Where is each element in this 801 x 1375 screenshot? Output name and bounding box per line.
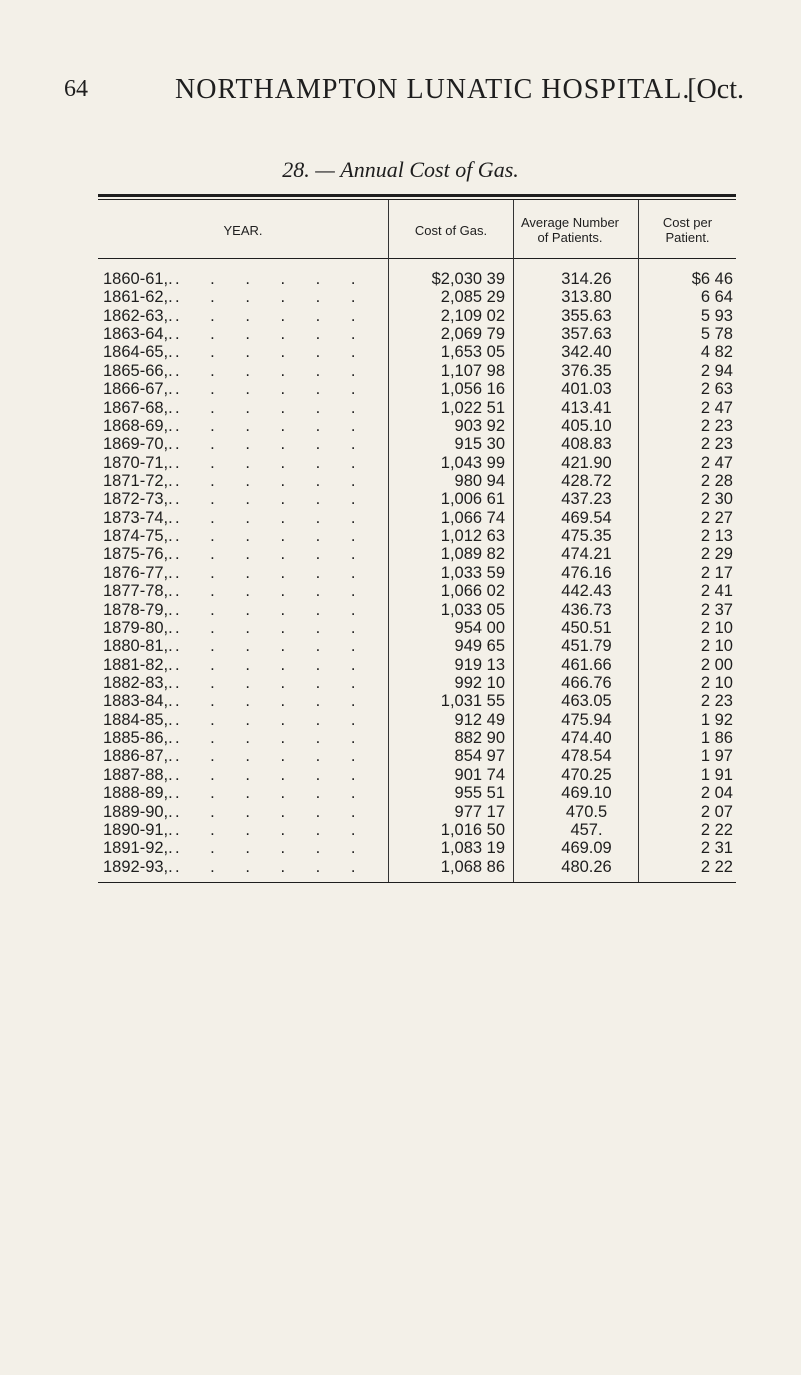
year-cell: 1882-83,. bbox=[103, 674, 173, 692]
average-cell: 478.54 bbox=[561, 747, 612, 766]
average-cell: 401.03 bbox=[561, 380, 612, 399]
average-cell: 475.94 bbox=[561, 710, 612, 729]
cost-per-patient-cell: 2 13 bbox=[700, 527, 733, 546]
year-cell: 1886-87,. bbox=[103, 747, 173, 766]
leader-dots: . . . . . . bbox=[175, 820, 369, 839]
year-cell: 1871-72,. bbox=[103, 472, 173, 490]
cost-cell: 1,031 55 bbox=[440, 692, 505, 711]
cost-cell: 1,043 99 bbox=[440, 453, 505, 472]
cost-per-patient-cell: 2 00 bbox=[700, 655, 733, 674]
average-cell: 466.76 bbox=[561, 674, 612, 692]
year-cell: 1878-79,. bbox=[103, 600, 173, 619]
average-cell: 405.10 bbox=[561, 416, 612, 435]
cost-per-patient-cell: 2 47 bbox=[700, 453, 733, 472]
cost-cell: 1,107 98 bbox=[440, 361, 505, 380]
average-cell: 450.51 bbox=[561, 618, 612, 637]
leader-dots: . . . . . . bbox=[175, 380, 369, 399]
leader-dots: . . . . . . bbox=[175, 270, 369, 288]
leader-dots: . . . . . . bbox=[175, 416, 369, 435]
cost-per-patient-cell: 2 37 bbox=[700, 600, 733, 619]
cost-cell: 2,109 02 bbox=[440, 306, 505, 325]
month-label: [Oct. bbox=[687, 74, 744, 105]
table-caption bbox=[0, 157, 801, 183]
average-cell: 376.35 bbox=[561, 361, 612, 380]
running-title: NORTHAMPTON LUNATIC HOSPITAL. bbox=[175, 74, 691, 105]
column-header-per-patient: Cost per Patient. bbox=[662, 215, 713, 245]
bottom-rule bbox=[98, 882, 736, 883]
average-cell: 428.72 bbox=[561, 472, 612, 490]
average-cell: 357.63 bbox=[561, 325, 612, 344]
average-cell: 469.54 bbox=[561, 508, 612, 527]
cost-per-patient-cell: 2 10 bbox=[700, 674, 733, 692]
leader-dots: . . . . . . bbox=[175, 288, 369, 307]
cost-per-patient-cell: 2 28 bbox=[700, 472, 733, 490]
leader-dots: . . . . . . bbox=[175, 343, 369, 362]
year-cell: 1889-90,. bbox=[103, 802, 173, 821]
year-cell: 1873-74,. bbox=[103, 508, 173, 527]
year-cell: 1879-80,. bbox=[103, 618, 173, 637]
table-title: Annual Cost of Gas. bbox=[340, 157, 519, 182]
leader-dots: . . . . . . bbox=[175, 545, 369, 564]
year-cell: 1890-91,. bbox=[103, 820, 173, 839]
cost-per-patient-cell: 2 30 bbox=[700, 490, 733, 509]
cost-cell: 980 94 bbox=[454, 472, 505, 490]
leader-dots: . . . . . . bbox=[175, 582, 369, 601]
leader-dots: . . . . . . bbox=[175, 435, 369, 454]
average-cell: 442.43 bbox=[561, 582, 612, 601]
cost-per-patient-cell: 2 04 bbox=[700, 784, 733, 803]
leader-dots: . . . . . . bbox=[175, 490, 369, 509]
leader-dots: . . . . . . bbox=[175, 527, 369, 546]
average-cell: 474.21 bbox=[561, 545, 612, 564]
cost-cell: 1,016 50 bbox=[440, 820, 505, 839]
cost-cell: 912 49 bbox=[454, 710, 505, 729]
average-cell: 451.79 bbox=[561, 637, 612, 656]
average-cell: 342.40 bbox=[561, 343, 612, 362]
cost-cell: 903 92 bbox=[454, 416, 505, 435]
year-cell: 1888-89,. bbox=[103, 784, 173, 803]
cost-cell: 1,066 74 bbox=[440, 508, 505, 527]
cost-per-patient-cell: 2 17 bbox=[700, 563, 733, 582]
leader-dots: . . . . . . bbox=[175, 508, 369, 527]
year-cell: 1865-66,. bbox=[103, 361, 173, 380]
leader-dots: . . . . . . bbox=[175, 692, 369, 711]
cost-cell: 901 74 bbox=[454, 765, 505, 784]
cost-per-patient-cell: 5 78 bbox=[700, 325, 733, 344]
cost-per-patient-cell: 1 97 bbox=[700, 747, 733, 766]
cost-cell: 1,056 16 bbox=[440, 380, 505, 399]
cost-per-patient-cell: 2 31 bbox=[700, 839, 733, 858]
year-cell: 1885-86,. bbox=[103, 729, 173, 748]
leader-dots: . . . . . . bbox=[175, 655, 369, 674]
cost-per-patient-cell: 2 23 bbox=[700, 692, 733, 711]
average-cell: 413.41 bbox=[561, 398, 612, 417]
average-cell: 475.35 bbox=[561, 527, 612, 546]
cost-per-patient-cell: 2 41 bbox=[700, 582, 733, 601]
leader-dots: . . . . . . bbox=[175, 857, 369, 876]
year-cell: 1861-62,. bbox=[103, 288, 173, 307]
average-cell: 469.10 bbox=[561, 784, 612, 803]
cost-cell: 1,022 51 bbox=[440, 398, 505, 417]
average-cell: 457. bbox=[570, 820, 603, 839]
cost-per-patient-cell: 1 86 bbox=[700, 729, 733, 748]
leader-dots: . . . . . . bbox=[175, 729, 369, 748]
year-cell: 1863-64,. bbox=[103, 325, 173, 344]
average-cell: 474.40 bbox=[561, 729, 612, 748]
year-cell: 1860-61,. bbox=[103, 270, 173, 288]
cost-per-patient-cell: 2 22 bbox=[700, 820, 733, 839]
cost-per-patient-cell: 1 92 bbox=[700, 710, 733, 729]
average-cell: 470.25 bbox=[561, 765, 612, 784]
cost-cell: 992 10 bbox=[454, 674, 505, 692]
cost-per-patient-cell: 2 47 bbox=[700, 398, 733, 417]
cost-per-patient-cell: 2 63 bbox=[700, 380, 733, 399]
leader-dots: . . . . . . bbox=[175, 784, 369, 803]
year-cell: 1881-82,. bbox=[103, 655, 173, 674]
cost-per-patient-cell: 2 10 bbox=[700, 637, 733, 656]
year-cell: 1877-78,. bbox=[103, 582, 173, 601]
year-cell: 1875-76,. bbox=[103, 545, 173, 564]
leader-dots: . . . . . . bbox=[175, 802, 369, 821]
page-header bbox=[64, 76, 744, 116]
year-cell: 1862-63,. bbox=[103, 306, 173, 325]
cost-per-patient-cell: 2 07 bbox=[700, 802, 733, 821]
cost-cell: 915 30 bbox=[454, 435, 505, 454]
cost-cell: 1,066 02 bbox=[440, 582, 505, 601]
average-cell: 476.16 bbox=[561, 563, 612, 582]
leader-dots: . . . . . . bbox=[175, 765, 369, 784]
leader-dots: . . . . . . bbox=[175, 747, 369, 766]
top-rule-thin bbox=[98, 199, 736, 200]
cost-cell: 1,089 82 bbox=[440, 545, 505, 564]
year-cell: 1866-67,. bbox=[103, 380, 173, 399]
average-cell: 314.26 bbox=[561, 270, 612, 288]
year-cell: 1891-92,. bbox=[103, 839, 173, 858]
cost-cell: 854 97 bbox=[454, 747, 505, 766]
top-rule bbox=[98, 194, 736, 197]
column-header-year: YEAR. bbox=[223, 222, 263, 238]
cost-cell: 949 65 bbox=[454, 637, 505, 656]
cost-cell: 882 90 bbox=[454, 729, 505, 748]
caption-dash: — bbox=[315, 157, 335, 182]
average-cell: 470.5 bbox=[565, 802, 608, 821]
leader-dots: . . . . . . bbox=[175, 563, 369, 582]
year-cell: 1872-73,. bbox=[103, 490, 173, 509]
year-cell: 1892-93,. bbox=[103, 857, 173, 876]
cost-cell: 1,083 19 bbox=[440, 839, 505, 858]
cost-cell: 954 00 bbox=[454, 618, 505, 637]
cost-per-patient-cell: 2 22 bbox=[700, 857, 733, 876]
average-cell: 408.83 bbox=[561, 435, 612, 454]
column-header-cost: Cost of Gas. bbox=[414, 222, 488, 238]
year-cell: 1867-68,. bbox=[103, 398, 173, 417]
average-cell: 355.63 bbox=[561, 306, 612, 325]
cost-per-patient-cell: 2 27 bbox=[700, 508, 733, 527]
cost-per-patient-cell: 2 94 bbox=[700, 361, 733, 380]
average-cell: 461.66 bbox=[561, 655, 612, 674]
year-cell: 1869-70,. bbox=[103, 435, 173, 454]
leader-dots: . . . . . . bbox=[175, 472, 369, 490]
year-cell: 1876-77,. bbox=[103, 563, 173, 582]
year-cell: 1864-65,. bbox=[103, 343, 173, 362]
cost-cell: 1,068 86 bbox=[440, 857, 505, 876]
leader-dots: . . . . . . bbox=[175, 637, 369, 656]
page-number: 64 bbox=[64, 76, 88, 102]
cost-per-patient-cell: $6 46 bbox=[691, 270, 733, 288]
cost-cell: 2,069 79 bbox=[440, 325, 505, 344]
year-cell: 1884-85,. bbox=[103, 710, 173, 729]
average-cell: 436.73 bbox=[561, 600, 612, 619]
year-cell: 1887-88,. bbox=[103, 765, 173, 784]
average-cell: 480.26 bbox=[561, 857, 612, 876]
cost-per-patient-cell: 5 93 bbox=[700, 306, 733, 325]
average-cell: 313.80 bbox=[561, 288, 612, 307]
cost-cell: 1,033 59 bbox=[440, 563, 505, 582]
cost-cell: 1,006 61 bbox=[440, 490, 505, 509]
average-cell: 463.05 bbox=[561, 692, 612, 711]
leader-dots: . . . . . . bbox=[175, 839, 369, 858]
year-cell: 1870-71,. bbox=[103, 453, 173, 472]
cost-cell: 1,033 05 bbox=[440, 600, 505, 619]
average-cell: 469.09 bbox=[561, 839, 612, 858]
cost-per-patient-cell: 2 23 bbox=[700, 416, 733, 435]
cost-per-patient-cell: 1 91 bbox=[700, 765, 733, 784]
leader-dots: . . . . . . bbox=[175, 325, 369, 344]
cost-per-patient-cell: 2 10 bbox=[700, 618, 733, 637]
leader-dots: . . . . . . bbox=[175, 398, 369, 417]
year-cell: 1874-75,. bbox=[103, 527, 173, 546]
average-cell: 437.23 bbox=[561, 490, 612, 509]
cost-per-patient-cell: 4 82 bbox=[700, 343, 733, 362]
cost-cell: 919 13 bbox=[454, 655, 505, 674]
column-header-average: Average Number of Patients. bbox=[520, 215, 620, 245]
cost-per-patient-cell: 2 23 bbox=[700, 435, 733, 454]
cost-cell: 955 51 bbox=[454, 784, 505, 803]
header-rule bbox=[98, 258, 736, 259]
leader-dots: . . . . . . bbox=[175, 618, 369, 637]
leader-dots: . . . . . . bbox=[175, 710, 369, 729]
leader-dots: . . . . . . bbox=[175, 600, 369, 619]
cost-per-patient-cell: 2 29 bbox=[700, 545, 733, 564]
leader-dots: . . . . . . bbox=[175, 674, 369, 692]
leader-dots: . . . . . . bbox=[175, 453, 369, 472]
year-cell: 1868-69,. bbox=[103, 416, 173, 435]
cost-cell: 1,012 63 bbox=[440, 527, 505, 546]
year-cell: 1883-84,. bbox=[103, 692, 173, 711]
cost-per-patient-cell: 6 64 bbox=[700, 288, 733, 307]
average-cell: 421.90 bbox=[561, 453, 612, 472]
cost-cell: 977 17 bbox=[454, 802, 505, 821]
leader-dots: . . . . . . bbox=[175, 361, 369, 380]
table-number: 28. bbox=[282, 157, 310, 182]
cost-cell: $2,030 39 bbox=[431, 270, 505, 288]
cost-cell: 1,653 05 bbox=[440, 343, 505, 362]
year-cell: 1880-81,. bbox=[103, 637, 173, 656]
leader-dots: . . . . . . bbox=[175, 306, 369, 325]
cost-cell: 2,085 29 bbox=[440, 288, 505, 307]
